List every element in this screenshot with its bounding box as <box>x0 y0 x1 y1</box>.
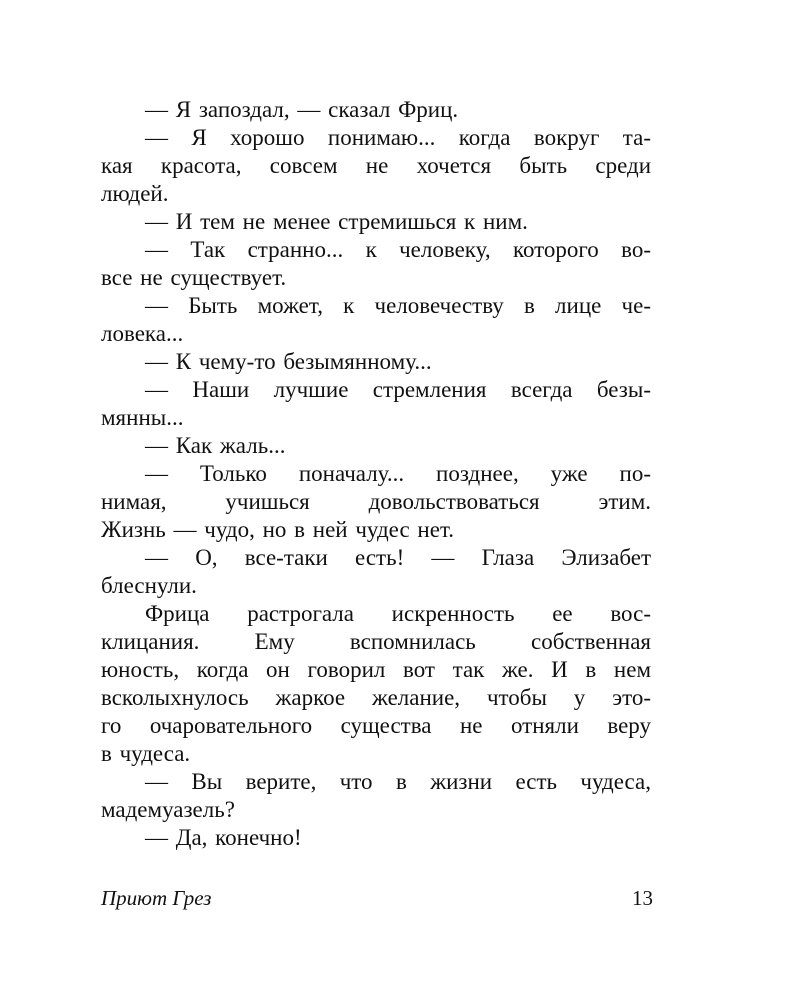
text-line: мянны... <box>101 405 184 430</box>
text-line: — О, все-таки есть! — Глаза Элизабет <box>145 545 651 570</box>
text-line: — Быть может, к человечеству в лице че- <box>145 293 651 318</box>
text-line: — Я запоздал, — сказал Фриц. <box>145 97 459 122</box>
text-line: мадемуазель? <box>101 797 235 822</box>
text-line: всколыхнулось жаркое желание, чтобы у это- <box>101 685 651 710</box>
text-line: — Так странно... к человеку, которого во- <box>145 237 651 262</box>
text-line: — Вы верите, что в жизни есть чудеса, <box>145 769 651 794</box>
text-line: клицания. Ему вспомнилась собственная <box>101 629 651 654</box>
page-number: 13 <box>632 886 653 910</box>
text-line: в чудеса. <box>101 741 191 766</box>
text-line: — Только поначалу... позднее, уже по- <box>145 461 651 486</box>
text-line: Фрица растрогала искренность ее вос- <box>145 601 651 626</box>
text-line: нимая, учишься довольствоваться этим. <box>101 489 651 514</box>
text-line: — Я хорошо понимаю... когда вокруг та- <box>145 125 651 150</box>
text-line: ловека... <box>101 321 184 346</box>
text-line: людей. <box>101 181 169 206</box>
text-line: юность, когда он говорил вот так же. И в нем <box>101 657 651 682</box>
text-line: блеснули. <box>101 573 197 598</box>
text-line: — Как жаль... <box>145 433 286 458</box>
text-line: — И тем не менее стремишься к ним. <box>145 209 528 234</box>
text-line: го очаровательного существа не отняли веру <box>101 713 651 738</box>
text-line: все не существует. <box>101 265 287 290</box>
page-text <box>101 96 651 852</box>
page-footer <box>101 884 653 912</box>
text-line: — Да, конечно! <box>145 825 302 850</box>
text-line: — К чему-то безымянному... <box>145 349 432 374</box>
text-line: кая красота, совсем не хочется быть среди <box>101 153 651 178</box>
book-title: Приют Грез <box>101 886 212 910</box>
text-line: — Наши лучшие стремления всегда безы- <box>145 377 651 402</box>
text-line: Жизнь — чудо, но в ней чудес нет. <box>101 517 455 542</box>
